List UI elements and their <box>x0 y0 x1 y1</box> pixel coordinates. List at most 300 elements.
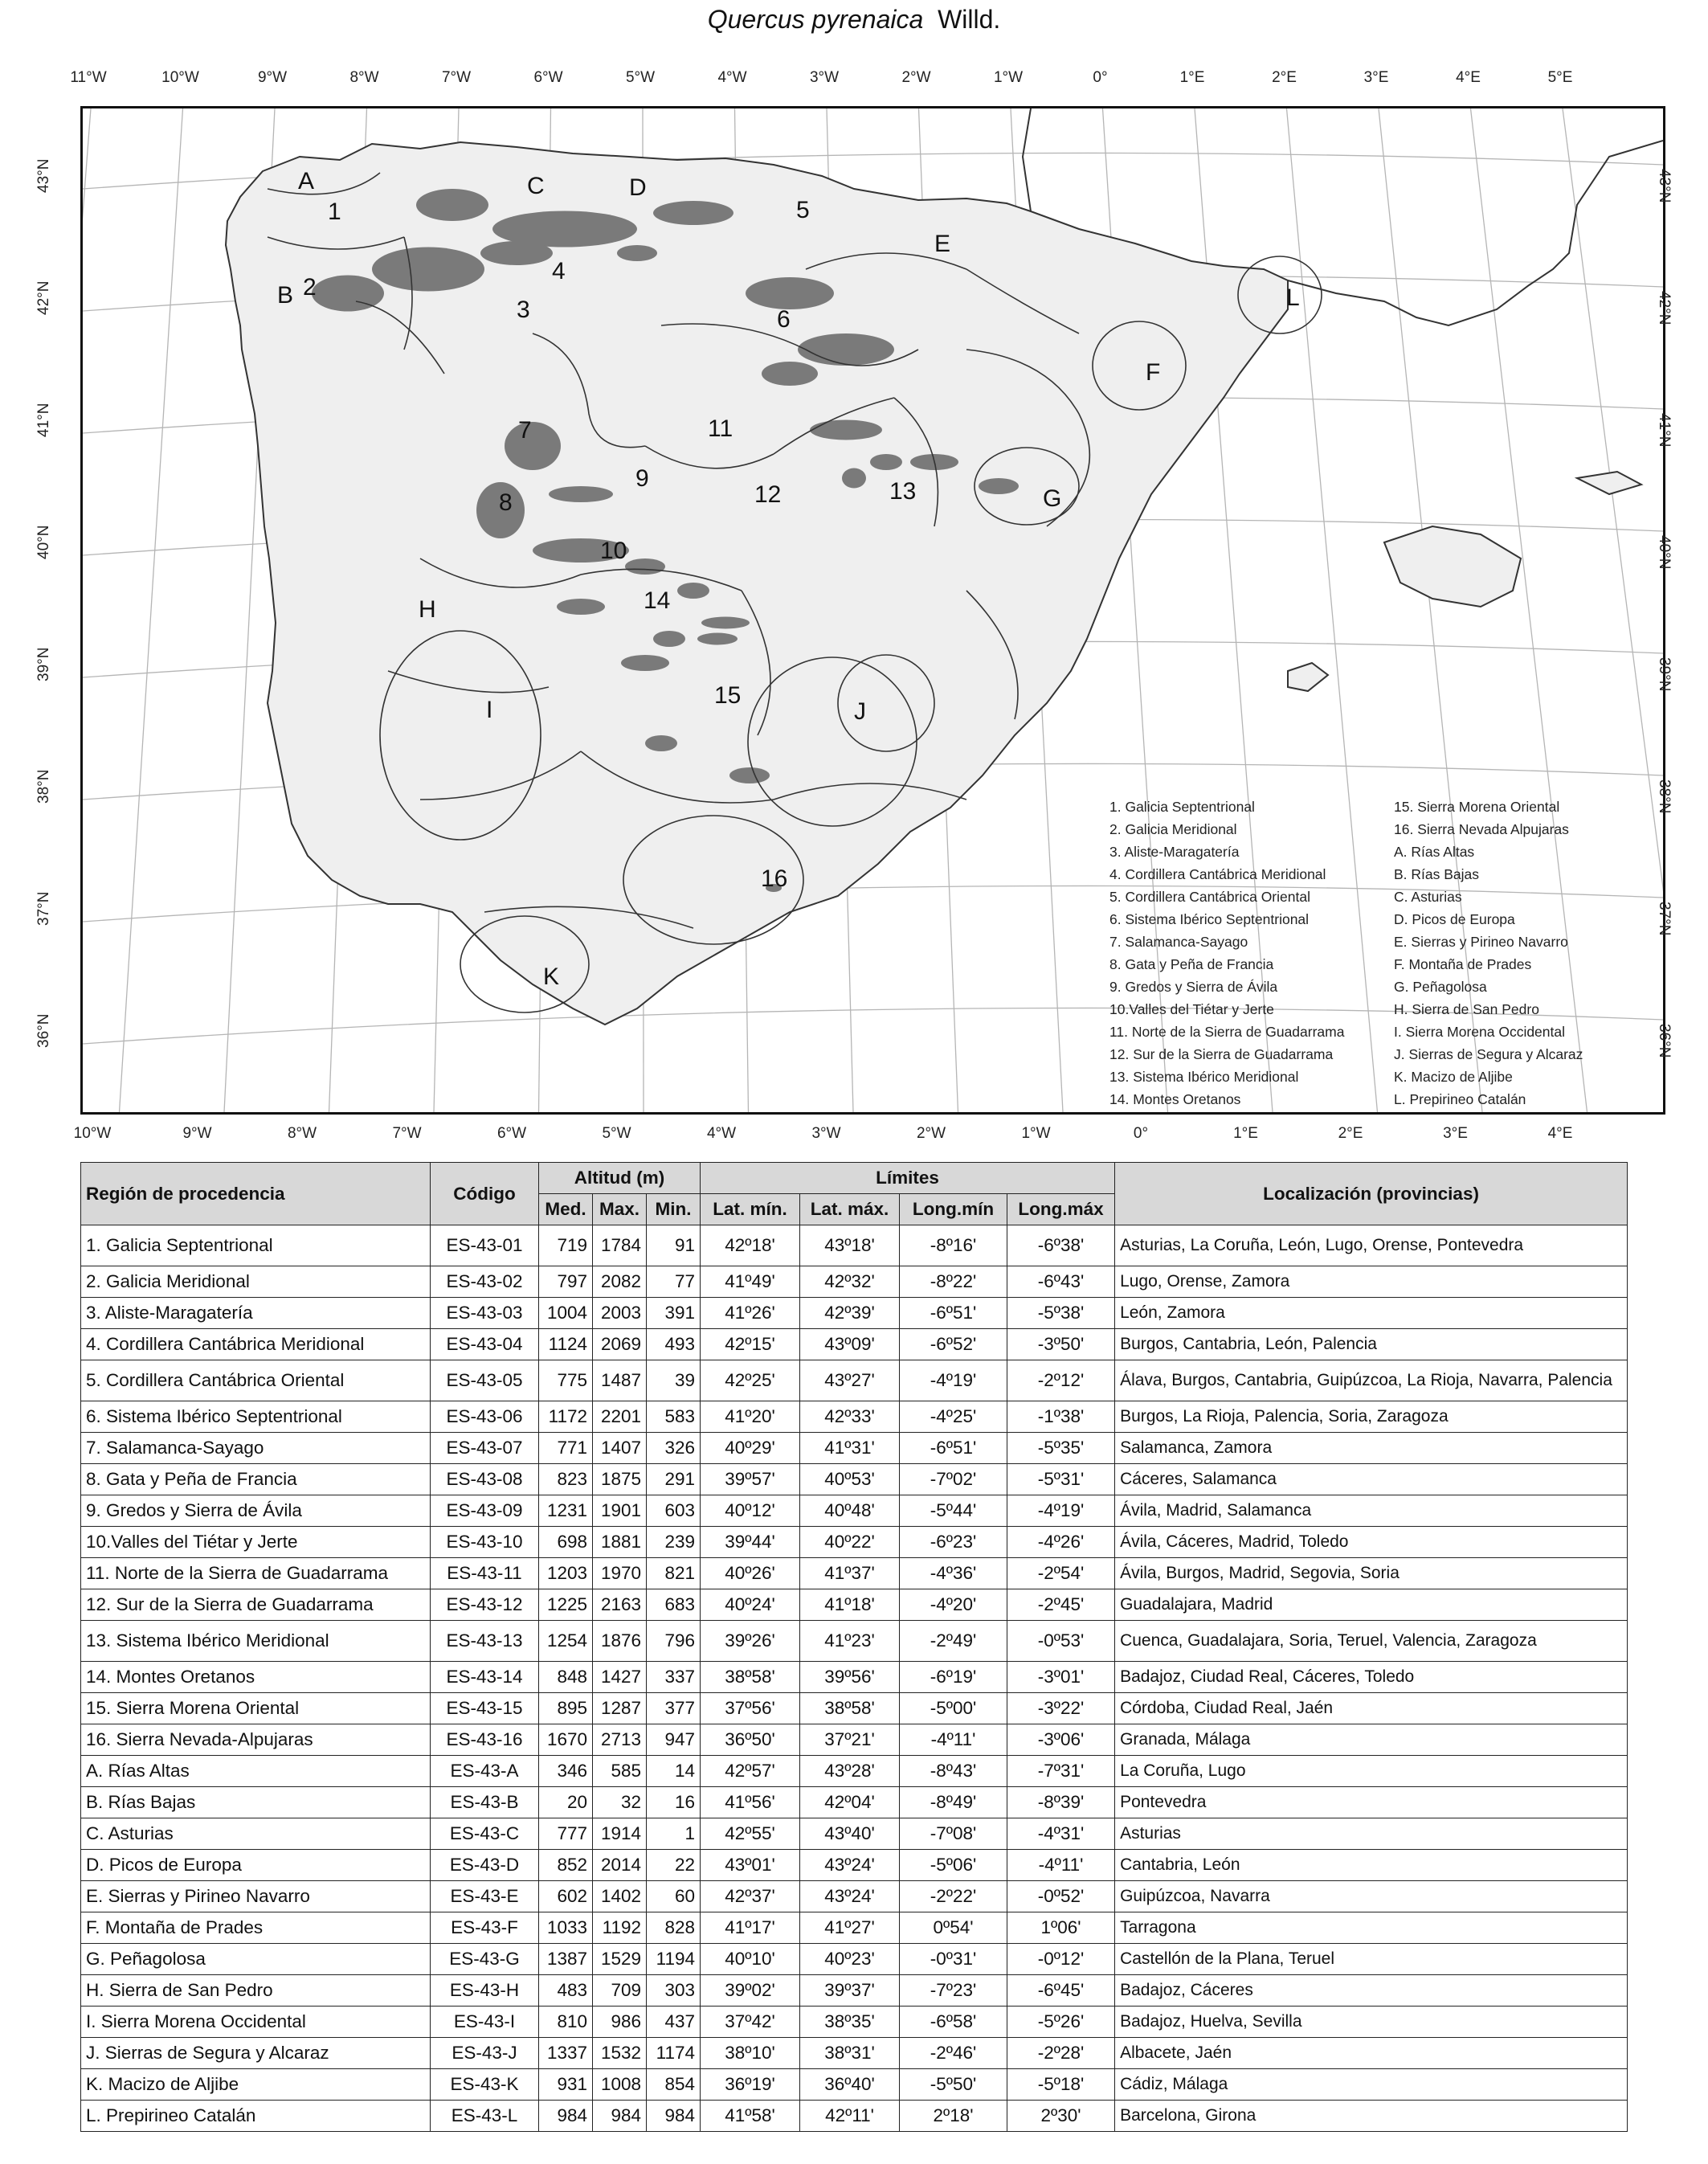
lat-label-right: 43°N <box>1656 169 1673 203</box>
legend-item: 14. Montes Oretanos <box>1109 1091 1241 1107</box>
cell-long-min: -7º08' <box>900 1818 1007 1850</box>
distribution-patch <box>372 247 484 292</box>
lon-label-bottom: 2°W <box>916 1125 946 1142</box>
lon-label-bottom: 4°E <box>1547 1125 1573 1142</box>
cell-code: ES-43-04 <box>431 1329 539 1360</box>
header-long-min: Long.mín <box>900 1194 1007 1225</box>
provenance-regions-table <box>80 1162 1628 2132</box>
cell-long-min: -4º19' <box>900 1360 1007 1401</box>
distribution-patch <box>621 655 669 671</box>
table-row <box>81 1724 1628 1756</box>
cell-long-min: -5º00' <box>900 1693 1007 1724</box>
cell-region: 3. Aliste-Maragatería <box>81 1298 431 1329</box>
region-label: G <box>1043 485 1062 512</box>
cell-region: 7. Salamanca-Sayago <box>81 1433 431 1464</box>
cell-long-max: -4º19' <box>1007 1495 1115 1527</box>
cell-region: E. Sierras y Pirineo Navarro <box>81 1881 431 1912</box>
cell-code: ES-43-14 <box>431 1662 539 1693</box>
region-label: 16 <box>761 865 788 892</box>
cell-lat-min: 40º24' <box>701 1589 800 1621</box>
distribution-patch <box>979 478 1019 494</box>
cell-alt-min: 821 <box>647 1558 701 1589</box>
header-max: Max. <box>593 1194 647 1225</box>
region-label: 6 <box>777 306 791 333</box>
cell-code: ES-43-B <box>431 1787 539 1818</box>
cell-location: Burgos, Cantabria, León, Palencia <box>1115 1329 1628 1360</box>
region-label: 14 <box>644 587 671 614</box>
species-name: Quercus pyrenaica <box>707 5 924 34</box>
lat-label-right: 39°N <box>1656 657 1673 692</box>
table-row <box>81 2038 1628 2069</box>
cell-alt-med: 483 <box>539 1975 593 2007</box>
lon-label-top: 0° <box>1093 69 1108 86</box>
cell-alt-med: 852 <box>539 1850 593 1881</box>
distribution-patch <box>480 241 553 265</box>
cell-long-max: -3º22' <box>1007 1693 1115 1724</box>
cell-alt-max: 1287 <box>593 1693 647 1724</box>
cell-lat-min: 39º02' <box>701 1975 800 2007</box>
cell-lat-min: 36º50' <box>701 1724 800 1756</box>
cell-lat-min: 43º01' <box>701 1850 800 1881</box>
region-label: 5 <box>796 197 810 223</box>
cell-lat-max: 42º11' <box>800 2101 900 2132</box>
cell-alt-med: 1337 <box>539 2038 593 2069</box>
cell-alt-med: 1203 <box>539 1558 593 1589</box>
cell-location: Ávila, Madrid, Salamanca <box>1115 1495 1628 1527</box>
mallorca <box>1384 526 1521 607</box>
distribution-patch <box>505 422 561 470</box>
cell-alt-max: 2163 <box>593 1589 647 1621</box>
table-row <box>81 1298 1628 1329</box>
lon-label-top: 5°W <box>625 69 656 86</box>
cell-long-min: -0º31' <box>900 1944 1007 1975</box>
cell-lat-min: 40º29' <box>701 1433 800 1464</box>
cell-alt-max: 1532 <box>593 2038 647 2069</box>
cell-alt-med: 698 <box>539 1527 593 1558</box>
cell-region: 1. Galicia Septentrional <box>81 1225 431 1266</box>
cell-lat-min: 40º10' <box>701 1944 800 1975</box>
distribution-patch <box>810 420 882 440</box>
legend-item: 7. Salamanca-Sayago <box>1109 934 1248 950</box>
species-author: Willd. <box>938 5 1001 34</box>
distribution-patch <box>645 735 677 751</box>
cell-alt-min: 947 <box>647 1724 701 1756</box>
distribution-patch <box>617 245 657 261</box>
cell-long-max: -3º50' <box>1007 1329 1115 1360</box>
cell-alt-max: 986 <box>593 2007 647 2038</box>
table-row <box>81 2069 1628 2101</box>
cell-alt-max: 2713 <box>593 1724 647 1756</box>
cell-lat-max: 40º22' <box>800 1527 900 1558</box>
cell-alt-med: 895 <box>539 1693 593 1724</box>
legend-item: 9. Gredos y Sierra de Ávila <box>1109 979 1278 995</box>
table-row <box>81 1756 1628 1787</box>
cell-location: Castellón de la Plana, Teruel <box>1115 1944 1628 1975</box>
cell-lat-max: 43º09' <box>800 1329 900 1360</box>
region-label: C <box>527 173 545 199</box>
cell-lat-min: 40º26' <box>701 1558 800 1589</box>
lon-label-bottom: 0° <box>1133 1125 1149 1142</box>
cell-code: ES-43-09 <box>431 1495 539 1527</box>
region-label: 12 <box>754 481 782 508</box>
legend-item: G. Peñagolosa <box>1394 979 1487 995</box>
cell-long-max: 2º30' <box>1007 2101 1115 2132</box>
cell-alt-max: 1529 <box>593 1944 647 1975</box>
region-label: 11 <box>708 415 733 442</box>
header-limits: Límites <box>701 1163 1115 1194</box>
cell-lat-max: 41º18' <box>800 1589 900 1621</box>
cell-lat-min: 37º42' <box>701 2007 800 2038</box>
cell-region: B. Rías Bajas <box>81 1787 431 1818</box>
menorca <box>1577 472 1641 494</box>
distribution-patch <box>762 362 818 386</box>
cell-alt-min: 239 <box>647 1527 701 1558</box>
cell-long-max: -2º54' <box>1007 1558 1115 1589</box>
lon-label-top: 2°E <box>1272 69 1297 86</box>
cell-region: 10.Valles del Tiétar y Jerte <box>81 1527 431 1558</box>
cell-location: Ávila, Burgos, Madrid, Segovia, Soria <box>1115 1558 1628 1589</box>
meridian-line <box>120 108 183 1112</box>
cell-alt-min: 291 <box>647 1464 701 1495</box>
header-altitude: Altitud (m) <box>539 1163 701 1194</box>
cell-long-min: -8º16' <box>900 1225 1007 1266</box>
cell-alt-med: 1124 <box>539 1329 593 1360</box>
cell-location: Burgos, La Rioja, Palencia, Soria, Zaragoza <box>1115 1401 1628 1433</box>
cell-alt-med: 20 <box>539 1787 593 1818</box>
region-label: H <box>419 596 436 623</box>
cell-long-max: -6º43' <box>1007 1266 1115 1298</box>
region-label: 2 <box>303 274 317 301</box>
cell-long-max: -5º35' <box>1007 1433 1115 1464</box>
cell-alt-max: 1192 <box>593 1912 647 1944</box>
meridian-line <box>83 108 91 1112</box>
lon-label-bottom: 9°W <box>182 1125 212 1142</box>
region-label: A <box>298 168 315 194</box>
cell-alt-med: 1172 <box>539 1401 593 1433</box>
cell-lat-max: 41º23' <box>800 1621 900 1662</box>
table-row <box>81 1464 1628 1495</box>
table-body <box>81 1225 1628 2132</box>
cell-lat-min: 38º58' <box>701 1662 800 1693</box>
cell-code: ES-43-15 <box>431 1693 539 1724</box>
header-med: Med. <box>539 1194 593 1225</box>
cell-long-min: -8º43' <box>900 1756 1007 1787</box>
cell-alt-med: 771 <box>539 1433 593 1464</box>
cell-alt-med: 719 <box>539 1225 593 1266</box>
header-lat-min: Lat. mín. <box>701 1194 800 1225</box>
cell-lat-min: 39º26' <box>701 1621 800 1662</box>
distribution-patch <box>549 486 613 502</box>
lon-label-bottom: 6°W <box>496 1125 527 1142</box>
lon-label-top: 4°W <box>717 69 747 86</box>
cell-alt-min: 91 <box>647 1225 701 1266</box>
cell-lat-max: 40º48' <box>800 1495 900 1527</box>
cell-long-max: 1º06' <box>1007 1912 1115 1944</box>
distribution-patch <box>557 599 605 615</box>
cell-long-max: -6º38' <box>1007 1225 1115 1266</box>
lat-label-right: 41°N <box>1656 413 1673 448</box>
cell-location: Salamanca, Zamora <box>1115 1433 1628 1464</box>
header-location: Localización (provincias) <box>1115 1163 1628 1225</box>
cell-code: ES-43-D <box>431 1850 539 1881</box>
cell-location: Lugo, Orense, Zamora <box>1115 1266 1628 1298</box>
cell-alt-max: 984 <box>593 2101 647 2132</box>
cell-alt-max: 1487 <box>593 1360 647 1401</box>
cell-location: Asturias, La Coruña, León, Lugo, Orense, Pontevedra <box>1115 1225 1628 1266</box>
distribution-patch <box>729 767 770 783</box>
lat-label-left: 38°N <box>35 769 52 804</box>
lat-label-left: 36°N <box>35 1013 52 1048</box>
cell-code: ES-43-C <box>431 1818 539 1850</box>
lon-label-bottom: 1°E <box>1233 1125 1258 1142</box>
lon-label-bottom: 4°W <box>706 1125 737 1142</box>
cell-alt-max: 1407 <box>593 1433 647 1464</box>
cell-location: Badajoz, Cáceres <box>1115 1975 1628 2007</box>
cell-lat-min: 42º18' <box>701 1225 800 1266</box>
cell-location: Asturias <box>1115 1818 1628 1850</box>
cell-lat-max: 42º39' <box>800 1298 900 1329</box>
cell-region: 11. Norte de la Sierra de Guadarrama <box>81 1558 431 1589</box>
lon-label-bottom: 10°W <box>73 1125 112 1142</box>
cell-alt-min: 1 <box>647 1818 701 1850</box>
table-row <box>81 1662 1628 1693</box>
cell-code: ES-43-10 <box>431 1527 539 1558</box>
cell-long-max: -5º26' <box>1007 2007 1115 2038</box>
cell-region: C. Asturias <box>81 1818 431 1850</box>
cell-alt-min: 583 <box>647 1401 701 1433</box>
distribution-patch <box>842 468 866 489</box>
table-row <box>81 1693 1628 1724</box>
cell-alt-max: 2014 <box>593 1850 647 1881</box>
cell-long-max: -5º18' <box>1007 2069 1115 2101</box>
legend-column-2 <box>1394 796 1583 1111</box>
map-title <box>0 5 1708 35</box>
region-label: B <box>277 282 294 309</box>
cell-location: Granada, Málaga <box>1115 1724 1628 1756</box>
lon-label-bottom: 1°W <box>1021 1125 1051 1142</box>
cell-long-min: -6º51' <box>900 1433 1007 1464</box>
distribution-patch <box>870 454 902 470</box>
legend-column-1 <box>1109 796 1344 1111</box>
cell-long-max: -7º31' <box>1007 1756 1115 1787</box>
cell-region: 2. Galicia Meridional <box>81 1266 431 1298</box>
distribution-map <box>80 106 1665 1115</box>
cell-long-min: -2º22' <box>900 1881 1007 1912</box>
region-label: 4 <box>552 258 566 284</box>
cell-alt-min: 854 <box>647 2069 701 2101</box>
legend-item: 2. Galicia Meridional <box>1109 821 1237 837</box>
cell-alt-min: 22 <box>647 1850 701 1881</box>
cell-alt-max: 1901 <box>593 1495 647 1527</box>
distribution-patch <box>416 189 488 221</box>
lat-label-left: 37°N <box>35 891 52 926</box>
lon-label-top: 9°W <box>257 69 288 86</box>
cell-long-max: -6º45' <box>1007 1975 1115 2007</box>
legend-item: B. Rías Bajas <box>1394 866 1480 882</box>
cell-long-min: -5º44' <box>900 1495 1007 1527</box>
region-label: 10 <box>600 538 627 564</box>
legend-item: I. Sierra Morena Occidental <box>1394 1024 1566 1040</box>
cell-region: I. Sierra Morena Occidental <box>81 2007 431 2038</box>
lat-label-left: 40°N <box>35 525 52 559</box>
cell-lat-min: 40º12' <box>701 1495 800 1527</box>
table-row <box>81 1225 1628 1266</box>
cell-long-min: -2º49' <box>900 1621 1007 1662</box>
cell-alt-min: 77 <box>647 1266 701 1298</box>
legend-item: 5. Cordillera Cantábrica Oriental <box>1109 889 1310 905</box>
cell-region: 6. Sistema Ibérico Septentrional <box>81 1401 431 1433</box>
legend-item: J. Sierras de Segura y Alcaraz <box>1394 1046 1583 1062</box>
lon-label-bottom: 7°W <box>392 1125 422 1142</box>
cell-location: Cádiz, Málaga <box>1115 2069 1628 2101</box>
cell-alt-min: 1194 <box>647 1944 701 1975</box>
cell-region: K. Macizo de Aljibe <box>81 2069 431 2101</box>
table-row <box>81 1912 1628 1944</box>
cell-alt-med: 931 <box>539 2069 593 2101</box>
cell-location: Pontevedra <box>1115 1787 1628 1818</box>
cell-alt-max: 1914 <box>593 1818 647 1850</box>
cell-lat-min: 41º20' <box>701 1401 800 1433</box>
distribution-patch <box>653 201 733 225</box>
cell-location: Cuenca, Guadalajara, Soria, Teruel, Valencia, Zaragoza <box>1115 1621 1628 1662</box>
header-long-max: Long.máx <box>1007 1194 1115 1225</box>
cell-lat-max: 36º40' <box>800 2069 900 2101</box>
cell-lat-max: 40º23' <box>800 1944 900 1975</box>
lon-label-top: 1°E <box>1179 69 1205 86</box>
legend-item: E. Sierras y Pirineo Navarro <box>1394 934 1568 950</box>
table-row <box>81 1787 1628 1818</box>
lon-label-top: 4°E <box>1456 69 1481 86</box>
lon-label-bottom: 8°W <box>287 1125 317 1142</box>
cell-lat-max: 43º18' <box>800 1225 900 1266</box>
table-row <box>81 1818 1628 1850</box>
lon-label-bottom: 2°E <box>1338 1125 1363 1142</box>
cell-alt-med: 810 <box>539 2007 593 2038</box>
header-min: Min. <box>647 1194 701 1225</box>
header-region: Región de procedencia <box>81 1163 431 1225</box>
region-label: 1 <box>328 198 341 225</box>
cell-lat-max: 42º33' <box>800 1401 900 1433</box>
cell-long-max: -0º12' <box>1007 1944 1115 1975</box>
cell-long-max: -4º26' <box>1007 1527 1115 1558</box>
cell-region: 9. Gredos y Sierra de Ávila <box>81 1495 431 1527</box>
legend-item: H. Sierra de San Pedro <box>1394 1001 1539 1017</box>
region-label: D <box>629 174 647 201</box>
legend-item: 3. Aliste-Maragatería <box>1109 844 1240 860</box>
cell-location: Guipúzcoa, Navarra <box>1115 1881 1628 1912</box>
distribution-patch <box>653 631 685 647</box>
cell-long-max: -8º39' <box>1007 1787 1115 1818</box>
cell-alt-med: 797 <box>539 1266 593 1298</box>
region-label: J <box>854 698 866 725</box>
cell-alt-min: 39 <box>647 1360 701 1401</box>
cell-alt-med: 1254 <box>539 1621 593 1662</box>
cell-region: 14. Montes Oretanos <box>81 1662 431 1693</box>
distribution-patch <box>701 617 750 629</box>
distribution-patch <box>625 558 665 575</box>
cell-code: ES-43-F <box>431 1912 539 1944</box>
cell-code: ES-43-H <box>431 1975 539 2007</box>
table-row <box>81 1558 1628 1589</box>
cell-code: ES-43-06 <box>431 1401 539 1433</box>
cell-long-max: -2º12' <box>1007 1360 1115 1401</box>
cell-lat-max: 43º27' <box>800 1360 900 1401</box>
cell-lat-max: 43º24' <box>800 1881 900 1912</box>
cell-long-max: -5º38' <box>1007 1298 1115 1329</box>
cell-region: 13. Sistema Ibérico Meridional <box>81 1621 431 1662</box>
cell-alt-med: 1225 <box>539 1589 593 1621</box>
cell-code: ES-43-01 <box>431 1225 539 1266</box>
cell-lat-max: 41º27' <box>800 1912 900 1944</box>
cell-long-min: -6º19' <box>900 1662 1007 1693</box>
cell-code: ES-43-J <box>431 2038 539 2069</box>
table-row <box>81 1527 1628 1558</box>
cell-alt-min: 437 <box>647 2007 701 2038</box>
cell-alt-max: 2069 <box>593 1329 647 1360</box>
cell-alt-max: 2201 <box>593 1401 647 1433</box>
table-row <box>81 1621 1628 1662</box>
legend-item: 12. Sur de la Sierra de Guadarrama <box>1109 1046 1334 1062</box>
table-row <box>81 1266 1628 1298</box>
cell-code: ES-43-G <box>431 1944 539 1975</box>
cell-alt-max: 2003 <box>593 1298 647 1329</box>
cell-long-min: 0º54' <box>900 1912 1007 1944</box>
cell-lat-max: 37º21' <box>800 1724 900 1756</box>
table-row <box>81 1329 1628 1360</box>
header-lat-max: Lat. máx. <box>800 1194 900 1225</box>
cell-long-min: -8º22' <box>900 1266 1007 1298</box>
cell-lat-max: 39º37' <box>800 1975 900 2007</box>
cell-lat-min: 38º10' <box>701 2038 800 2069</box>
cell-long-min: -6º52' <box>900 1329 1007 1360</box>
ibiza <box>1288 663 1328 691</box>
cell-code: ES-43-I <box>431 2007 539 2038</box>
distribution-patch <box>677 583 709 599</box>
cell-long-max: -4º11' <box>1007 1850 1115 1881</box>
cell-long-max: -1º38' <box>1007 1401 1115 1433</box>
cell-alt-min: 377 <box>647 1693 701 1724</box>
cell-long-min: -4º20' <box>900 1589 1007 1621</box>
lat-label-right: 36°N <box>1656 1024 1673 1058</box>
cell-alt-min: 16 <box>647 1787 701 1818</box>
cell-lat-min: 42º15' <box>701 1329 800 1360</box>
cell-alt-max: 2082 <box>593 1266 647 1298</box>
cell-alt-min: 326 <box>647 1433 701 1464</box>
region-label: 9 <box>635 465 649 492</box>
cell-long-min: -7º02' <box>900 1464 1007 1495</box>
distribution-patch <box>798 333 894 366</box>
cell-long-min: -7º23' <box>900 1975 1007 2007</box>
cell-code: ES-43-12 <box>431 1589 539 1621</box>
cell-alt-min: 828 <box>647 1912 701 1944</box>
table-row <box>81 1433 1628 1464</box>
distribution-patch <box>746 277 834 309</box>
cell-long-max: -2º28' <box>1007 2038 1115 2069</box>
cell-alt-med: 1231 <box>539 1495 593 1527</box>
cell-long-min: -4º11' <box>900 1724 1007 1756</box>
cell-alt-min: 14 <box>647 1756 701 1787</box>
lon-label-top: 7°W <box>441 69 472 86</box>
cell-alt-max: 1875 <box>593 1464 647 1495</box>
cell-region: J. Sierras de Segura y Alcaraz <box>81 2038 431 2069</box>
cell-lat-max: 42º04' <box>800 1787 900 1818</box>
cell-location: León, Zamora <box>1115 1298 1628 1329</box>
cell-long-min: -6º51' <box>900 1298 1007 1329</box>
cell-long-min: -6º58' <box>900 2007 1007 2038</box>
cell-lat-max: 41º37' <box>800 1558 900 1589</box>
lon-label-top: 5°E <box>1547 69 1573 86</box>
cell-region: 15. Sierra Morena Oriental <box>81 1693 431 1724</box>
